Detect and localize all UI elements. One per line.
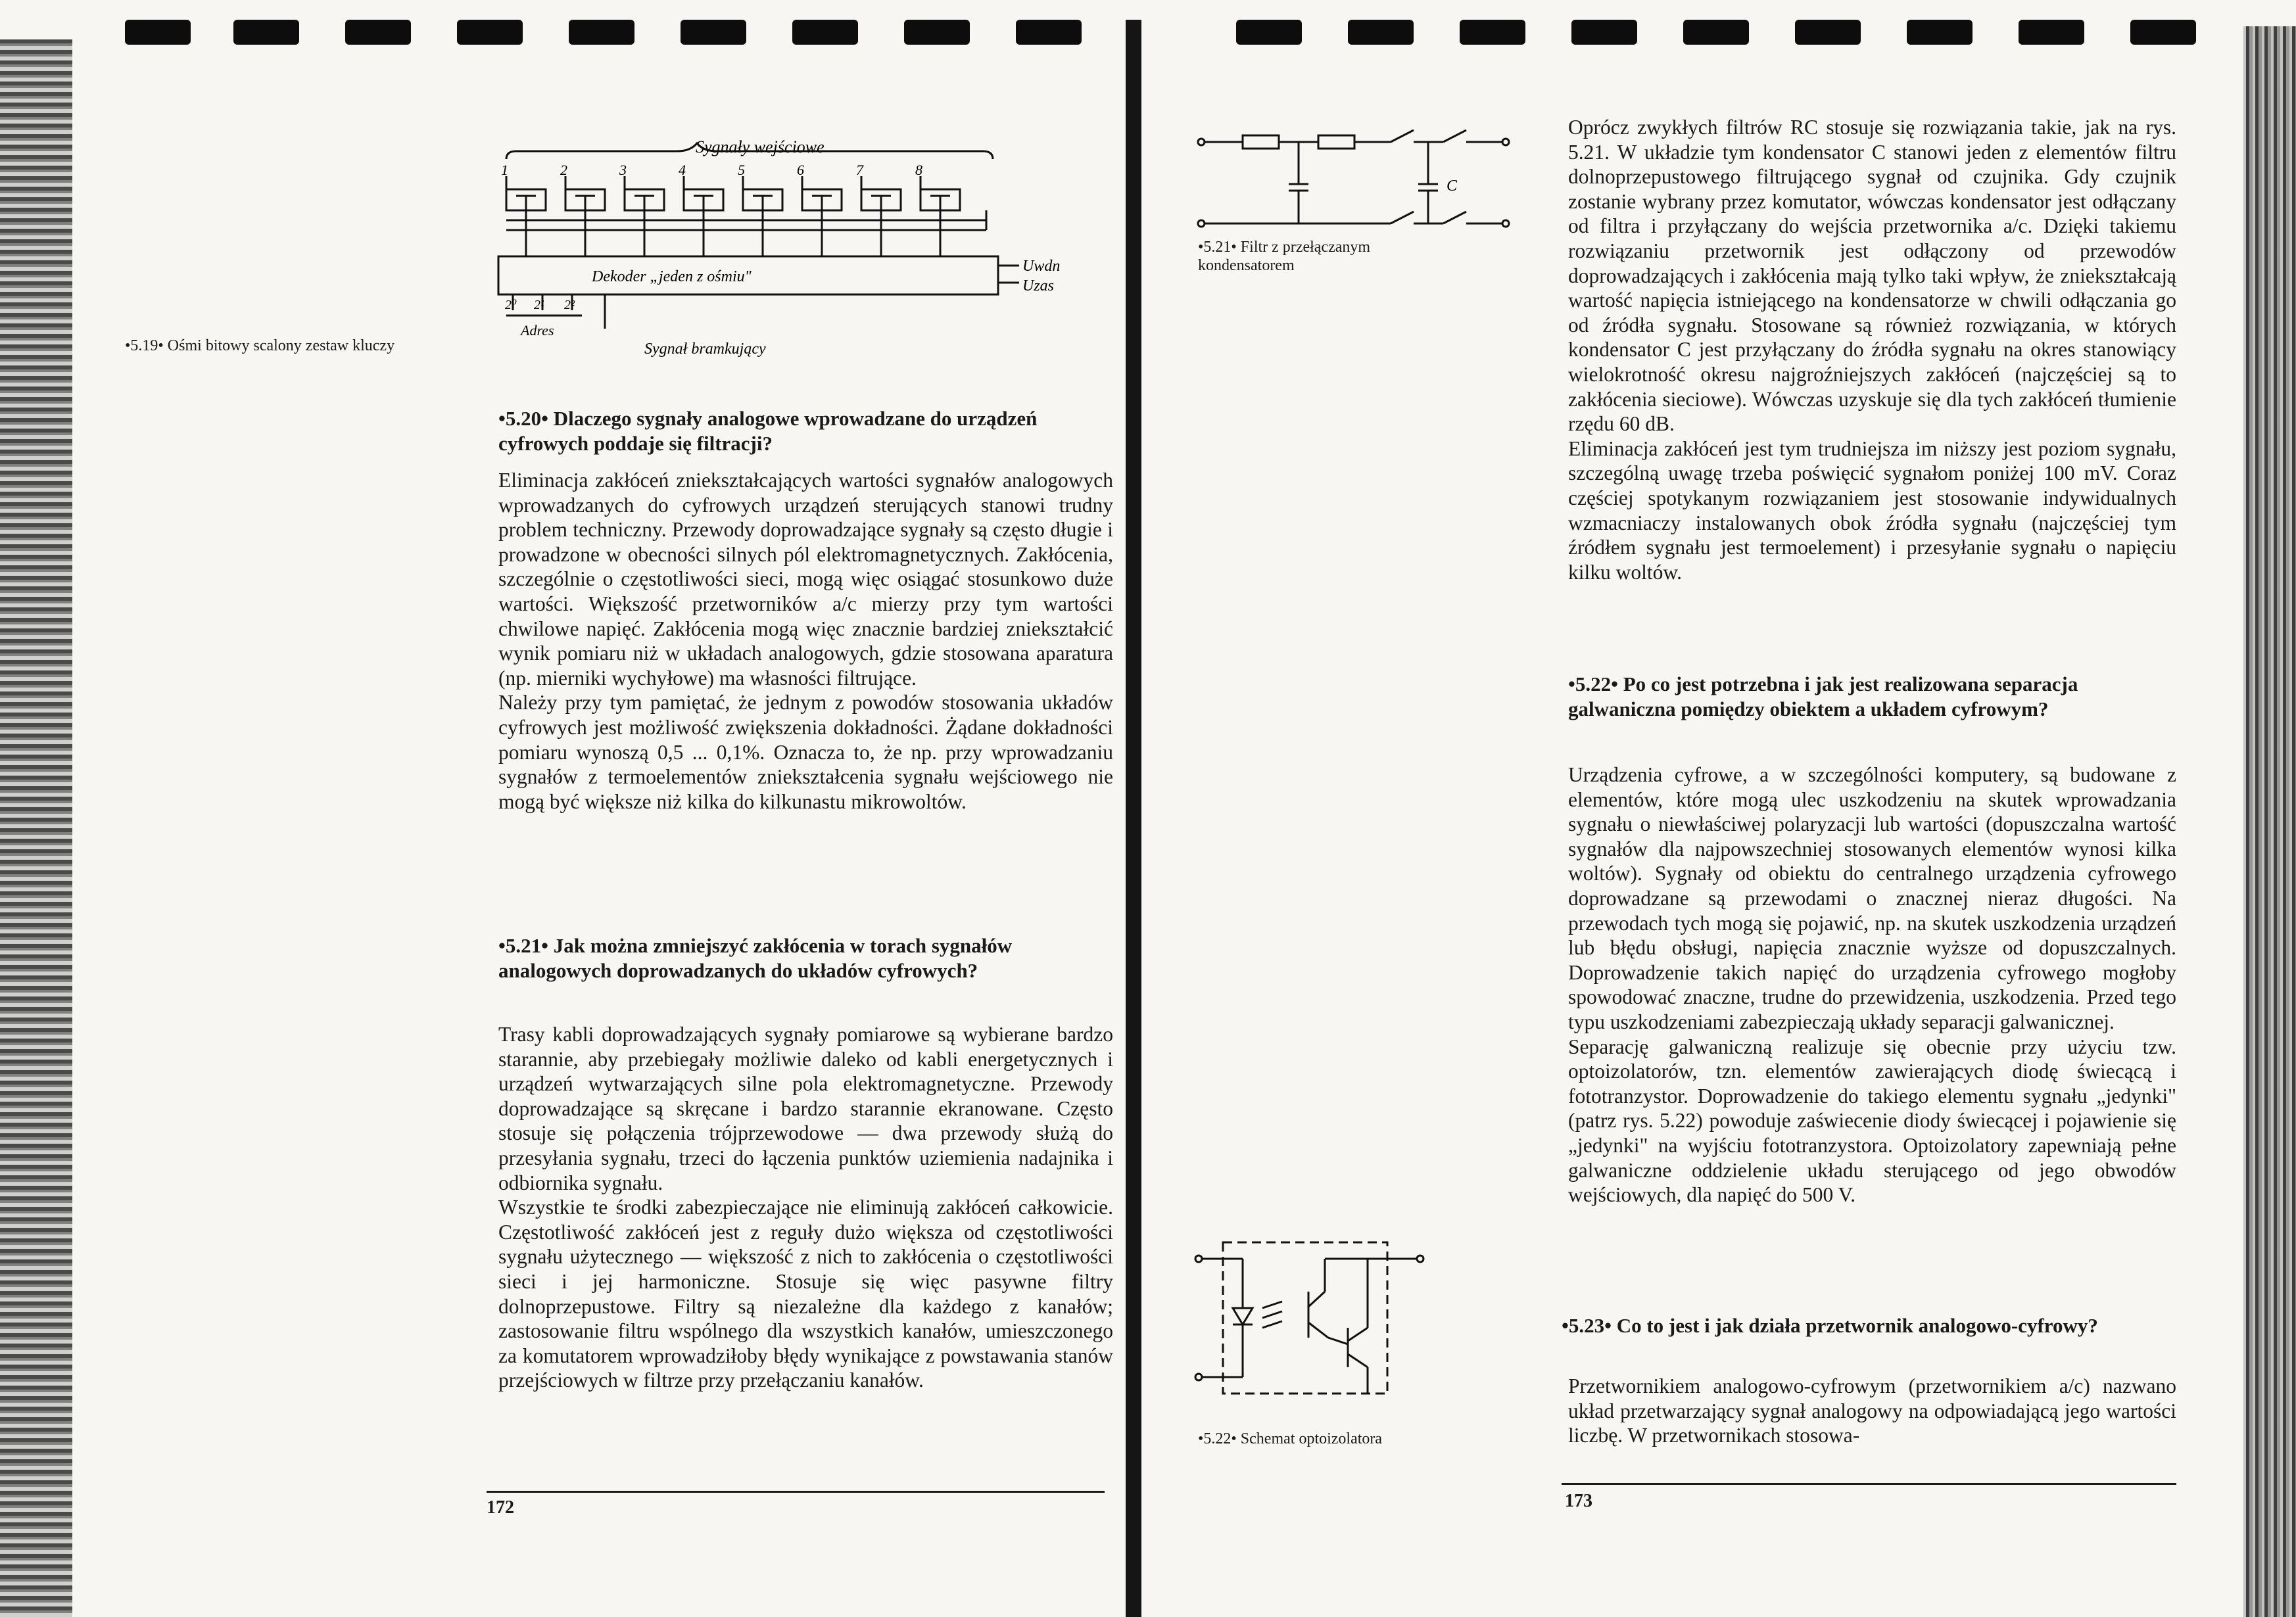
- address-bit-0: 2⁰: [505, 298, 517, 312]
- paragraph: Eliminacja zakłóceń jest tym trudniejsza im niższy jest poziom sygnału, szczególną uwagę trzeba poświęcić sygnałom poniżej 100 mV. Coraz częściej spotykanym rozwiązaniem jest stosowanie indywidualnych wzmacniaczy instalowanych obok źródła sygnału (najczęściej tym źródłem sygnału jest termoelement) i przesyłanie sygnału o napięciu kilku woltów.: [1568, 436, 2176, 584]
- output-uwdn: Uwdn: [1022, 258, 1061, 275]
- figure-519-decoder-diagram: [487, 118, 1144, 375]
- input-label-6: 6: [797, 162, 804, 178]
- scan-edge-left: [0, 39, 72, 1617]
- figure-522-caption: •5.22• Schemat optoizolatora: [1198, 1430, 1383, 1447]
- paragraph: Separację galwaniczną realizuje się obecnie przy użyciu tzw. optoizolatorów, tzn. elementów zawierających diodę świecącą i fototranzystor. Doprowadzenie do takiego elementu sygnału „jedynki" (patrz rys. 5.22) powoduje zaświecenie diody świecącej i pojawienie się „jedynki" na wyjściu fototranzystora. Optoizolatory zapewniają pełne galwaniczne oddzielenie układu sterującego od jego obwodów wejściowych, dla napięć do 500 V.: [1568, 1035, 2176, 1207]
- input-label-7: 7: [856, 162, 863, 178]
- inputs-label: Sygnały wejściowe: [696, 137, 825, 156]
- question-5-23-body: [1568, 1374, 2176, 1448]
- input-label-8: 8: [915, 162, 922, 178]
- input-label-2: 2: [560, 162, 567, 178]
- question-5-22-title: •5.22• Po co jest potrzebna i jak jest realizowana separacja galwaniczna pomiędzy obiektem a układem cyfrowym?: [1568, 672, 2078, 720]
- paragraph: Wszystkie te środki zabezpieczające nie eliminują zakłóceń całkowicie. Częstotliwość zakłóceń jest z reguły dużo większa od częstotliwości sygnału użytecznego — większość z nich to zakłócenia o częstotliwości sieci i jej harmoniczne. Stosuje się więc pasywne filtry dolnoprzepustowe. Filtry są niezależne dla każdego z kanałów; zastosowanie filtru wspólnego dla wszystkich kanałów, umieszczonego za komutatorem wprowadziłoby błędy wynikające z powstawania stanów przejściowych w filtrze przy przełączaniu kanałów.: [498, 1196, 1113, 1392]
- paragraph: Oprócz zwykłych filtrów RC stosuje się rozwiązania takie, jak na rys. 5.21. W układzie tym kondensator C stanowi jeden z elementów filtru dolnoprzepustowego filtrującego sygnał od czujnika. Gdy czujnik zostanie wybrany przez komutator, wówczas kondensator jest odłączany od filtra i przyłączany do wejścia przetwornika a/c. Dzięki takiemu rozwiązaniu przetwornik jest odłączony od przewodów doprowadzających i zakłócenia mają tylko taki wpływ, że zniekształcają wartość napięcia istniejącego na kondensatorze w chwili odłączania go od źródła sygnału. Stosowane są również rozwiązania, w których kondensator C jest przyłączany do źródła sygnału na okres stanowiący wielokrotność okresu najgroźniejszych zakłóceń (najczęściej są to zakłócenia sieciowe). Wówczas uzyskuje się dla tych zakłóceń tłumienie rzędu 60 dB.: [1568, 116, 2176, 436]
- output-uzas: Uzas: [1022, 277, 1055, 294]
- figure-522-optoisolator-diagram: [1193, 1229, 1470, 1420]
- input-label-5: 5: [738, 162, 745, 178]
- footer-rule-right: [1562, 1483, 2176, 1485]
- question-5-20-body: [498, 468, 1113, 814]
- capacitor-label: C: [1447, 177, 1458, 195]
- figure-521-caption: •5.21• Filtr z przełączanym kondensatorem: [1198, 239, 1371, 274]
- figure-521-filter-diagram: [1193, 118, 1535, 250]
- decoder-label: Dekoder „jeden z ośmiu": [592, 268, 752, 285]
- paragraph: Przetwornikiem analogowo-cyfrowym (przetwornikiem a/c) nazwano układ przetwarzający sygnał analogowy na odpowiadającą jego wartości liczbę. W przetwornikach stosowa-: [1568, 1374, 2176, 1447]
- paragraph: Urządzenia cyfrowe, a w szczególności komputery, są budowane z elementów, które mogą ulec uszkodzeniu na skutek wprowadzania sygnału o niewłaściwej polaryzacji lub wartości (dopuszczalna wartość sygnałów dla najpowszechniej stosowanych elementów wynosi kilka woltów). Sygnały od obiektu do centralnego urządzenia cyfrowego doprowadzane są przewodami o znacznej nieraz długości. Na przewodach tych mogą się pojawić, np. na skutek uszkodzenia urządzeń lub błędu obsługi, napięcia znacznie wyższe od dopuszczalnych. Doprowadzenie takich napięć do urządzenia cyfrowego mogłoby spowodować znaczne, trudne do przewidzenia, uszkodzenia. Przed tego typu uszkodzeniami zabezpieczają układy separacji galwanicznej.: [1568, 763, 2176, 1033]
- address-bit-1: 2¹: [534, 298, 544, 312]
- paragraph: Trasy kabli doprowadzających sygnały pomiarowe są wybierane bardzo starannie, aby przebiegały możliwie daleko od kabli energetycznych i urządzeń wytwarzających silne pola elektromagnetyczne. Przewody doprowadzające są skręcane i bardzo starannie ekranowane. Często stosuje się połączenia trójprzewodowe — dwa przewody służą do przesyłania sygnału, trzeci do łączenia punktów uziemienia nadajnika i odbiornika sygnału.: [498, 1023, 1113, 1194]
- scan-edge-right: [2243, 26, 2296, 1617]
- address-bit-2: 2²: [564, 298, 575, 312]
- input-label-4: 4: [679, 162, 686, 178]
- address-label: Adres: [521, 322, 554, 339]
- paragraph: Eliminacja zakłóceń zniekształcających wartości sygnałów analogowych wprowadzanych do cyfrowych urządzeń sterujących stanowi trudny problem techniczny. Przewody doprowadzające sygnały są często długie i prowadzone w obecności silnych pól elektromagnetycznych. Zakłócenia, szczególnie o częstotliwości sieci, mogą więc osiągać stosunkowo duże wartości. Większość przetworników a/c mierzy przy tym wartości chwilowe napięć. Zakłócenia mogą więc znacznie bardziej zniekształcić wynik pomiaru niż w układach analogowych, gdzie stosowana aparatura (np. mierniki wychyłowe) ma własności filtrujące.: [498, 469, 1113, 690]
- question-5-22-body: [1568, 762, 2176, 1207]
- gate-signal-label: Sygnał bramkujący: [644, 340, 766, 358]
- paragraph: Należy przy tym pamiętać, że jednym z powodów stosowania układów cyfrowych jest możliwość zwiększenia dokładności. Żądane dokładności pomiaru wynoszą 0,5 ... 0,1%. Oznacza to, że np. przy wprowadzaniu sygnałów z termoelementów zniekształcenia sygnału wejściowego nie mogą być większe niż kilka do kilkunastu mikrowoltów.: [498, 691, 1113, 813]
- footer-rule-left: [487, 1491, 1105, 1493]
- question-5-21-title: •5.21• Jak można zmniejszyć zakłócenia w torach sygnałów analogowych doprowadzanych do układów cyfrowych?: [498, 934, 1013, 982]
- question-5-21-body: [498, 1022, 1113, 1393]
- intro-text-5-21: [1568, 115, 2176, 584]
- question-5-23-title: •5.23• Co to jest i jak działa przetwornik analogowo-cyfrowy?: [1562, 1314, 2098, 1337]
- input-label-1: 1: [501, 162, 508, 178]
- figure-519-caption: •5.19• Ośmi bitowy scalony zestaw kluczy: [125, 337, 395, 354]
- page-number-left: 172: [487, 1497, 514, 1518]
- input-label-3: 3: [619, 162, 627, 178]
- page-number-right: 173: [1565, 1491, 1592, 1511]
- question-5-20-title: •5.20• Dlaczego sygnały analogowe wprowadzane do urządzeń cyfrowych poddaje się filtracji?: [498, 407, 1038, 455]
